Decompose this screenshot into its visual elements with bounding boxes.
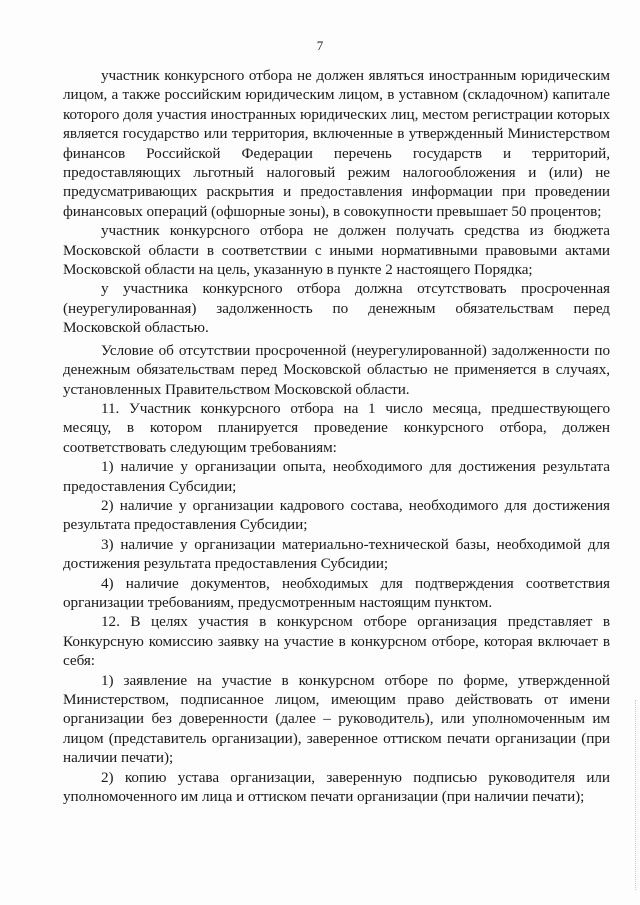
paragraph: у участника конкурсного отбора должна отсутствовать просроченная (неурегулированная) задолженность по денежным обязательствам перед Московской областью. xyxy=(63,280,610,337)
paragraph: Условие об отсутствии просроченной (неурегулированной) задолженности по денежным обязательствам перед Московской областью не применяется в случаях, установленных Правительством Московской области. xyxy=(63,341,610,398)
paragraph: участник конкурсного отбора не должен являться иностранным юридическим лицом, а также российским юридическим лицом, в уставном (складочном) капитале которого доля участия иностранных юридических лиц, местом регистрации которых является государство или территория, включенные в утвержденный Министерством финансов Российской Федерации перечень государств и территорий, предоставляющих льготный налоговый режим налогообложения и (или) не предусматривающих раскрытия и предоставления информации при проведении финансовых операций (офшорные зоны), в совокупности превышает 50 процентов; xyxy=(63,67,610,220)
paragraph: 1) наличие у организации опыта, необходимого для достижения результата предоставления Субсидии; xyxy=(63,458,610,495)
paragraph: 3) наличие у организации материально-технической базы, необходимой для достижения результата предоставления Субсидии; xyxy=(63,535,610,573)
page-number: 7 xyxy=(316,38,324,53)
paragraph: 4) наличие документов, необходимых для подтверждения соответствия организации требованиям, предусмотренным настоящим пунктом. xyxy=(63,574,610,611)
paragraph: участник конкурсного отбора не должен получать средства из бюджета Московской области в соответствии с иными нормативными правовыми актами Московской области на цель, указанную в пункте 2 настоящего Порядка; xyxy=(63,222,610,279)
paragraph: 12. В целях участия в конкурсном отборе организация представляет в Конкурсную комиссию заявку на участие в конкурсном отборе, которая включает в себя: xyxy=(63,613,610,670)
paragraph: 11. Участник конкурсного отбора на 1 число месяца, предшествующего месяцу, в котором планируется проведение конкурсного отбора, должен соответствовать следующим требованиям: xyxy=(63,399,610,456)
paragraph: 2) копию устава организации, заверенную подписью руководителя или уполномоченного им лица и оттиском печати организации (при наличии печати); xyxy=(63,768,610,806)
document-body xyxy=(63,66,610,806)
paragraph: 2) наличие у организации кадрового состава, необходимого для достижения результата предоставления Субсидии; xyxy=(63,496,610,534)
paragraph: 1) заявление на участие в конкурсном отборе по форме, утвержденной Министерством, подписанное лицом, имеющим право действовать от имени организации без доверенности (далее – руководитель), или уполномоченным им лицом (представитель организации), заверенное оттиском печати организации (при наличии печати); xyxy=(63,671,610,767)
scan-edge-mark xyxy=(629,700,636,890)
